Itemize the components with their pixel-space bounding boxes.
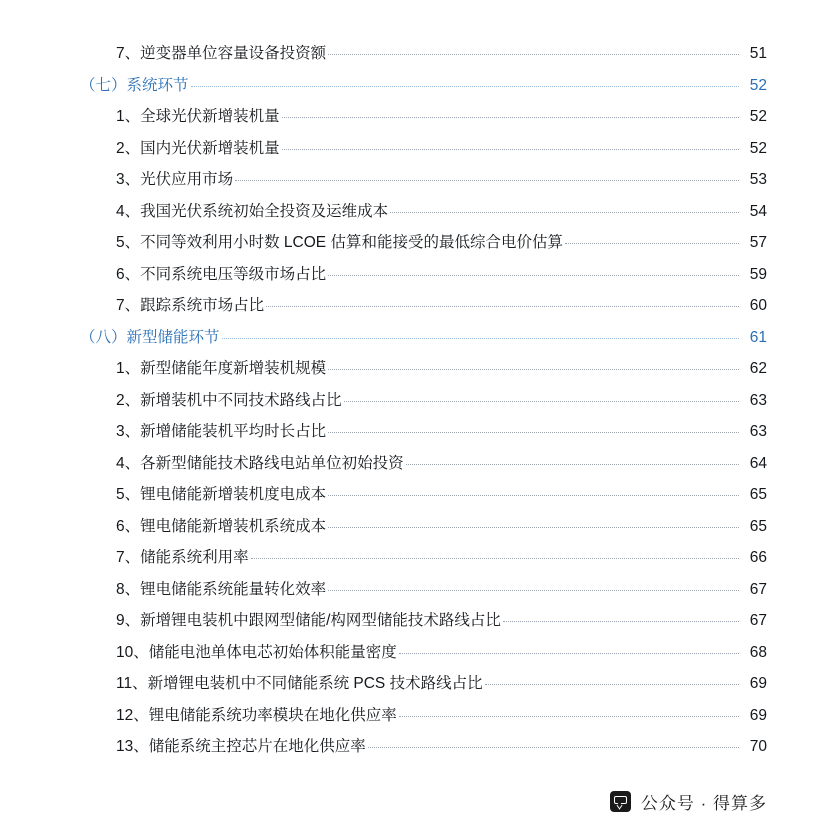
- toc-leader-dots: [235, 179, 739, 181]
- toc-entry-page-number: 66: [749, 549, 767, 566]
- toc-entry-page-number: 63: [749, 391, 767, 409]
- footer-watermark: [610, 789, 767, 814]
- toc-leader-dots: [328, 589, 739, 591]
- toc-entry-page-number: 60: [749, 297, 767, 314]
- toc-entry-page-number: 53: [749, 171, 767, 188]
- toc-entry-page-number: 69: [749, 706, 767, 724]
- toc-entry[interactable]: [46, 353, 767, 385]
- toc-entry-label: 2、国内光伏新增装机量: [116, 139, 280, 157]
- toc-entry-page-number: 63: [749, 423, 767, 440]
- toc-entry-label: 2、新增装机中不同技术路线占比: [116, 391, 342, 409]
- wechat-official-account-icon: [610, 791, 631, 812]
- toc-entry-page-number: 68: [749, 643, 767, 661]
- toc-entry-label: 5、锂电储能新增装机度电成本: [116, 486, 327, 503]
- toc-entry-page-number: 64: [749, 454, 767, 472]
- toc-entry[interactable]: [46, 511, 767, 543]
- toc-entry-page-number: 57: [749, 234, 767, 251]
- toc-entry-label: 7、储能系统利用率: [116, 549, 249, 566]
- toc-entry[interactable]: [46, 164, 767, 196]
- toc-leader-dots: [328, 368, 739, 370]
- toc-leader-dots: [399, 715, 739, 717]
- toc-leader-dots: [328, 494, 739, 496]
- toc-entry[interactable]: [46, 416, 767, 448]
- toc-entry-label: 9、新增锂电装机中跟网型储能/构网型储能技术路线占比: [116, 612, 501, 629]
- toc-leader-dots: [503, 620, 739, 622]
- toc-entry-page-number: 52: [749, 76, 767, 94]
- toc-leader-dots: [565, 242, 739, 244]
- toc-entry-page-number: 52: [749, 108, 767, 125]
- toc-leader-dots: [191, 85, 739, 87]
- toc-entry[interactable]: [46, 70, 767, 102]
- toc-entry-page-number: 51: [749, 45, 767, 62]
- toc-entry[interactable]: [46, 38, 767, 70]
- toc-entry-label: 7、逆变器单位容量设备投资额: [116, 45, 327, 62]
- toc-entry[interactable]: [46, 605, 767, 637]
- table-of-contents: [46, 38, 767, 763]
- toc-entry-label: 6、不同系统电压等级市场占比: [116, 265, 327, 283]
- toc-entry-label: 4、各新型储能技术路线电站单位初始投资: [116, 454, 404, 472]
- toc-entry-label: 13、储能系统主控芯片在地化供应率: [116, 738, 366, 755]
- toc-leader-dots: [282, 148, 739, 150]
- toc-leader-dots: [328, 274, 739, 276]
- toc-entry-label: 6、锂电储能新增装机系统成本: [116, 517, 327, 535]
- toc-entry-label: 12、锂电储能系统功率模块在地化供应率: [116, 706, 397, 724]
- toc-entry[interactable]: [46, 542, 767, 574]
- toc-entry-page-number: 61: [749, 328, 767, 346]
- toc-entry-page-number: 65: [749, 486, 767, 503]
- toc-leader-dots: [368, 746, 739, 748]
- toc-entry[interactable]: [46, 479, 767, 511]
- toc-leader-dots: [282, 116, 739, 118]
- toc-entry-page-number: 67: [749, 580, 767, 598]
- toc-entry-page-number: 54: [749, 202, 767, 220]
- footer-text: 公众号 · 得算多: [640, 794, 767, 813]
- toc-entry[interactable]: [46, 101, 767, 133]
- toc-entry-page-number: 62: [749, 360, 767, 377]
- toc-leader-dots: [390, 211, 739, 213]
- toc-entry[interactable]: [46, 322, 767, 354]
- toc-entry-label: 4、我国光伏系统初始全投资及运维成本: [116, 202, 389, 220]
- toc-entry[interactable]: [46, 385, 767, 417]
- toc-leader-dots: [251, 557, 739, 559]
- toc-entry[interactable]: [46, 700, 767, 732]
- toc-entry-label: 3、新增储能装机平均时长占比: [116, 423, 327, 440]
- toc-entry[interactable]: [46, 133, 767, 165]
- toc-entry[interactable]: [46, 259, 767, 291]
- toc-entry-label: 3、光伏应用市场: [116, 171, 234, 188]
- toc-entry-label: 1、全球光伏新增装机量: [116, 108, 280, 125]
- toc-entry-label: （七）系统环节: [80, 76, 189, 94]
- toc-leader-dots: [406, 463, 739, 465]
- toc-entry[interactable]: [46, 637, 767, 669]
- toc-entry-label: 5、不同等效利用小时数 LCOE 估算和能接受的最低综合电价估算: [116, 234, 563, 251]
- toc-entry-label: 11、新增锂电装机中不同储能系统 PCS 技术路线占比: [116, 675, 483, 692]
- toc-leader-dots: [399, 652, 739, 654]
- toc-entry-page-number: 65: [749, 517, 767, 535]
- toc-entry-page-number: 67: [749, 612, 767, 629]
- toc-leader-dots: [328, 431, 739, 433]
- toc-entry[interactable]: [46, 731, 767, 763]
- toc-entry-page-number: 69: [749, 675, 767, 692]
- toc-entry[interactable]: [46, 668, 767, 700]
- toc-entry-page-number: 52: [749, 139, 767, 157]
- toc-entry-page-number: 59: [749, 265, 767, 283]
- toc-entry-label: 8、锂电储能系统能量转化效率: [116, 580, 327, 598]
- toc-leader-dots: [266, 305, 739, 307]
- toc-entry-label: 1、新型储能年度新增装机规模: [116, 360, 327, 377]
- toc-entry[interactable]: [46, 574, 767, 606]
- toc-entry[interactable]: [46, 196, 767, 228]
- toc-entry-label: 10、储能电池单体电芯初始体积能量密度: [116, 643, 397, 661]
- toc-entry[interactable]: [46, 227, 767, 259]
- toc-leader-dots: [328, 526, 739, 528]
- toc-entry-page-number: 70: [749, 738, 767, 755]
- toc-entry[interactable]: [46, 290, 767, 322]
- toc-leader-dots: [222, 337, 739, 339]
- toc-leader-dots: [485, 683, 739, 685]
- toc-entry-label: （八）新型储能环节: [80, 328, 220, 346]
- toc-entry[interactable]: [46, 448, 767, 480]
- toc-leader-dots: [328, 53, 739, 55]
- toc-entry-label: 7、跟踪系统市场占比: [116, 297, 265, 314]
- toc-leader-dots: [344, 400, 739, 402]
